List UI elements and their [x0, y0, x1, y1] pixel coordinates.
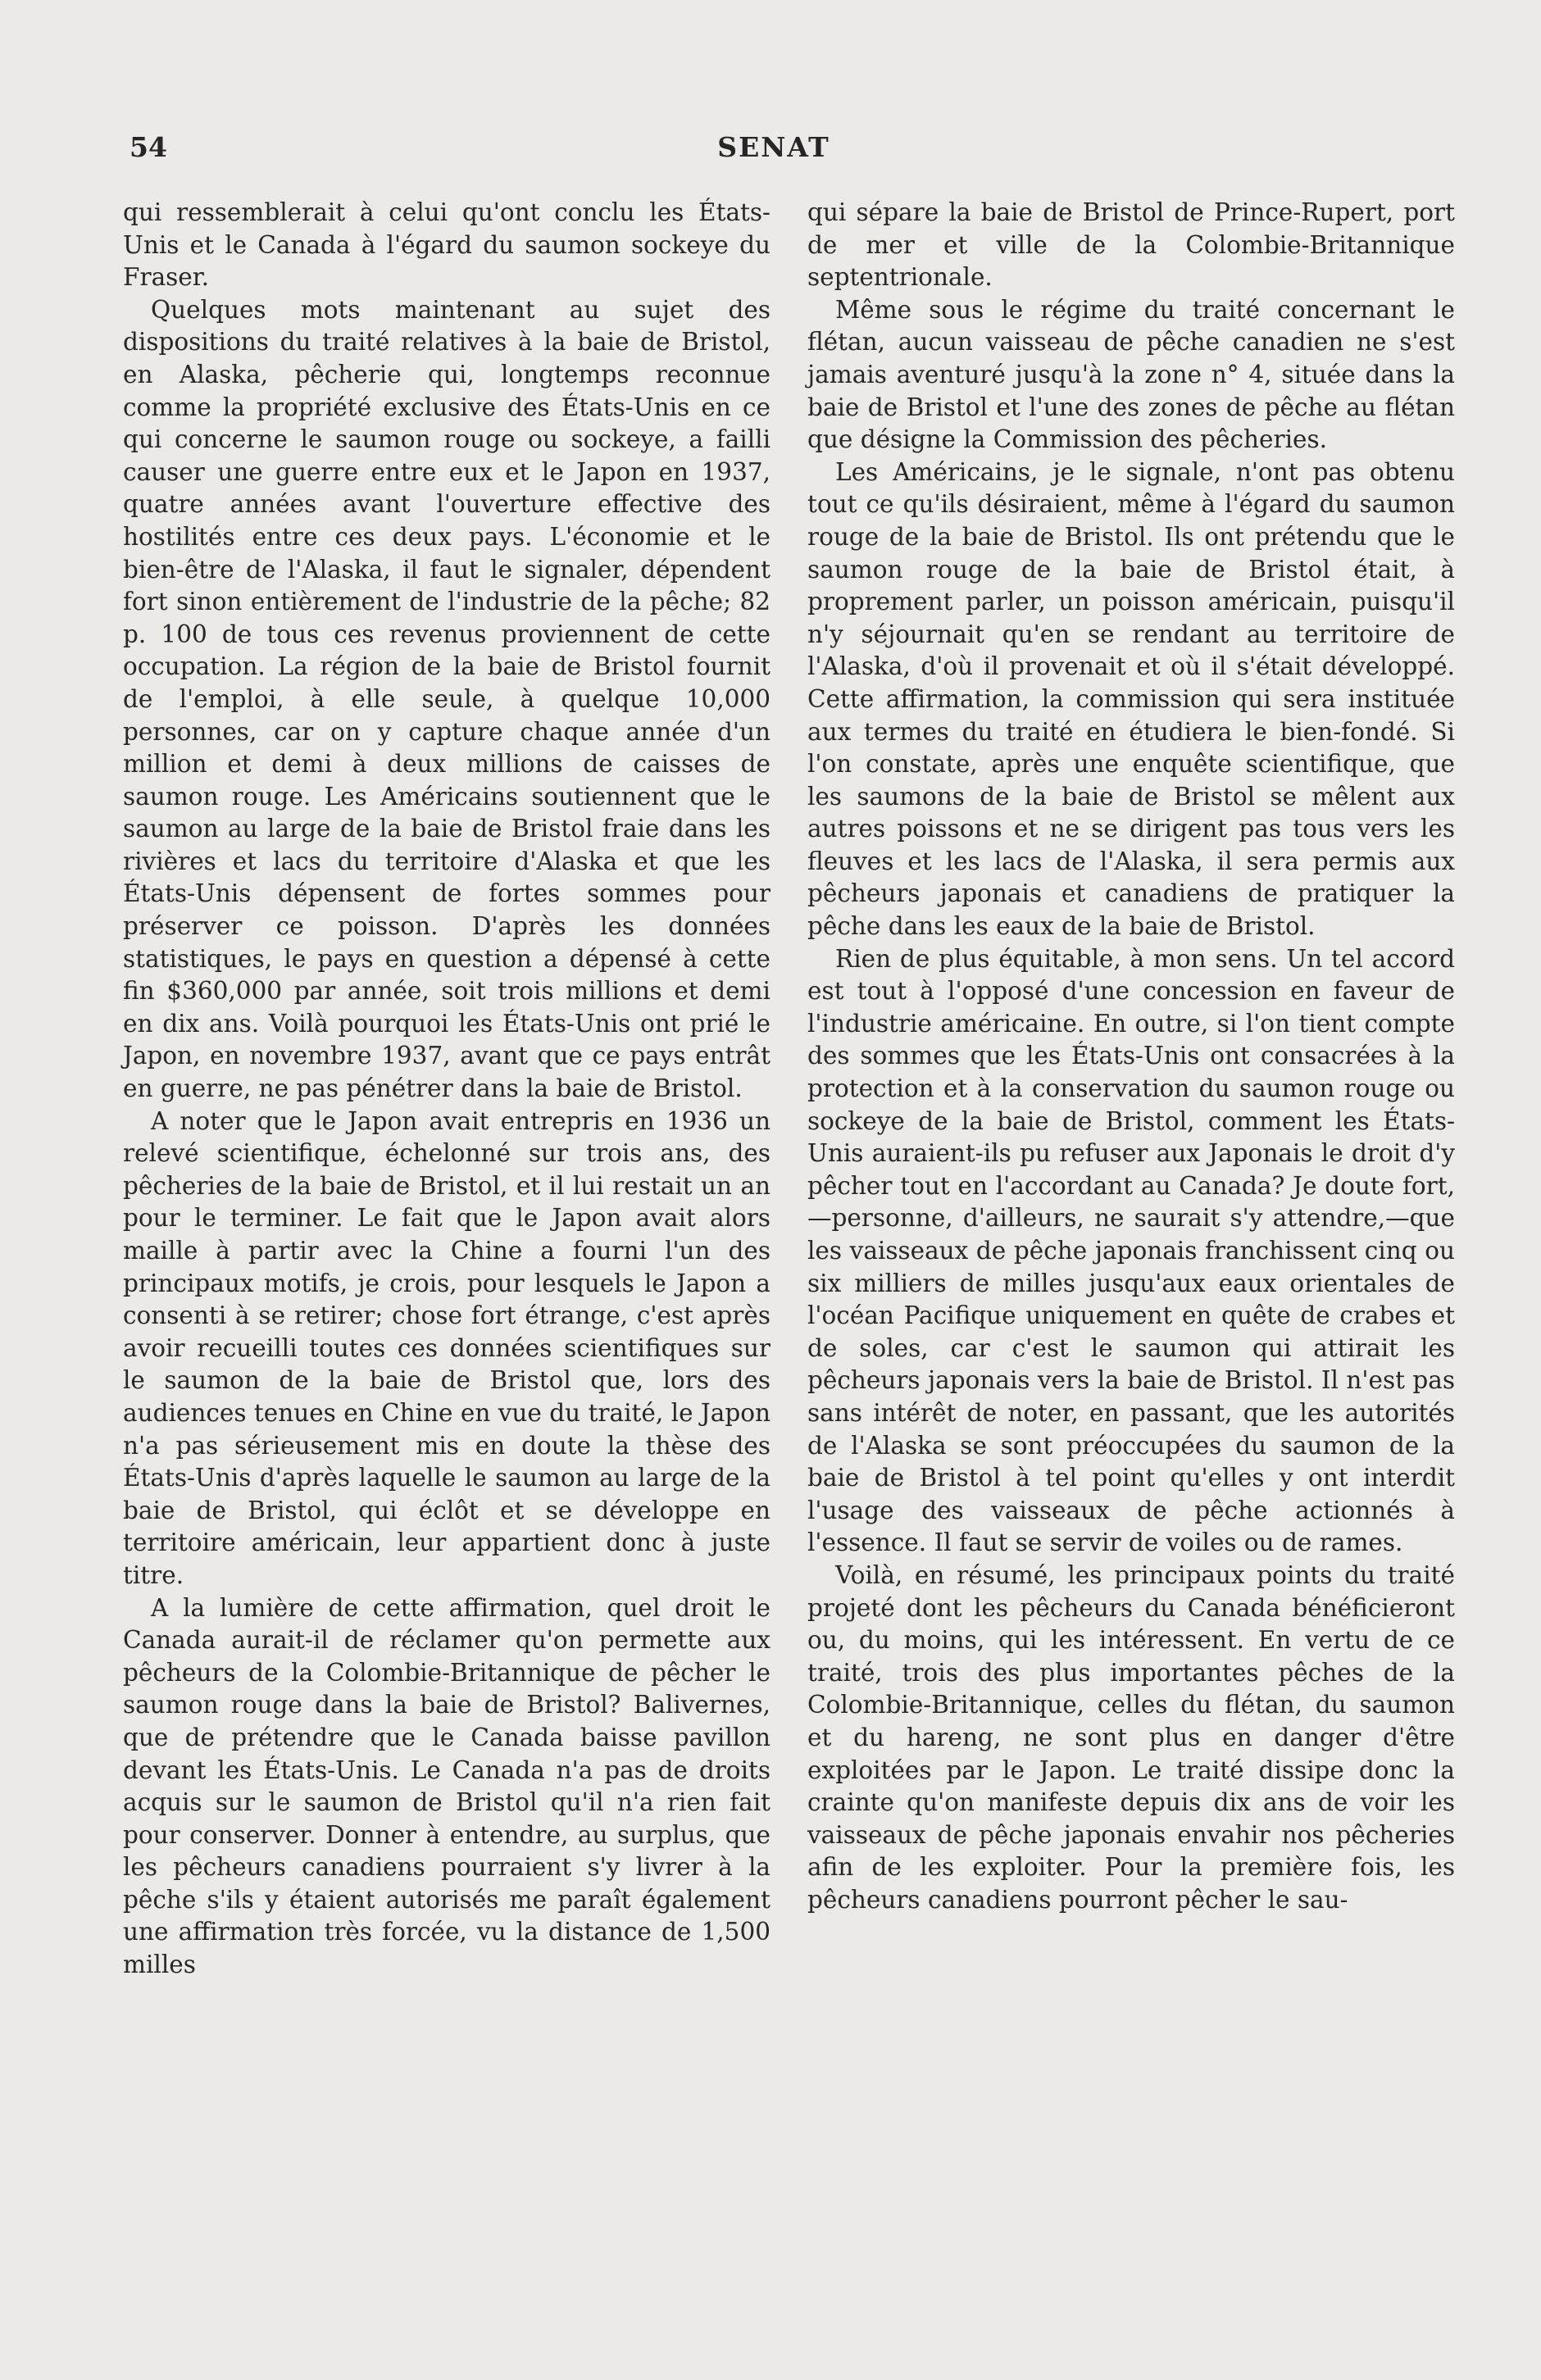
paragraph: Quelques mots maintenant au sujet des dispositions du traité relatives à la baie de Bristol, en Alaska, pêcherie qui, longtemps reconnue comme la propriété exclusive des États-Unis en ce qui concerne le saumon rouge ou sockeye, a failli causer une guerre entre eux et le Japon en 1937, quatre années avant l'ouverture effective des hostilités entre ces deux pays. L'économie et le bien-être de l'Alaska, il faut le signaler, dépendent fort sinon entièrement de l'industrie de la pêche; 82 p. 100 de tous ces revenus proviennent de cette occupation. La région de la baie de Bristol fournit de l'emploi, à elle seule, à quelque 10,000 personnes, car on y capture chaque année d'un million et demi à deux millions de caisses de saumon rouge. Les Américains soutiennent que le saumon au large de la baie de Bristol fraie dans les rivières et lacs du territoire d'Alaska et que les États-Unis dépensent de fortes sommes pour préserver ce poisson. D'après les données statistiques, le pays en question a dépensé à cette fin $360,000 par année, soit trois millions et demi en dix ans. Voilà pourquoi les États-Unis ont prié le Japon, en novembre 1937, avant que ce pays entrât en guerre, ne pas pénétrer dans la baie de Bristol. — [123, 295, 770, 1103]
paragraph: A la lumière de cette affirmation, quel droit le Canada aurait-il de réclamer qu'on permette aux pêcheurs de la Colombie-Britannique de pêcher le saumon rouge dans la baie de Bristol? Balivernes, que de prétendre que le Canada baisse pavillon devant les États-Unis. Le Canada n'a pas de droits acquis sur le saumon de Bristol qu'il n'a rien fait pour conserver. Donner à entendre, au surplus, que les pêcheurs canadiens pourraient s'y livrer à la pêche s'ils y étaient autorisés me paraît également une affirmation très forcée, vu la distance de 1,500 milles — [123, 1593, 770, 1979]
page-number: 54 — [130, 131, 167, 163]
paragraph: Même sous le régime du traité concernant le flétan, aucun vaisseau de pêche canadien ne s'est jamais aventuré jusqu'à la zone n° 4, située dans la baie de Bristol et l'une des zones de pêche au flétan que désigne la Commission des pêcheries. — [807, 295, 1455, 454]
paragraph: A noter que le Japon avait entrepris en 1936 un relevé scientifique, échelonné sur trois ans, des pêcheries de la baie de Bristol, et il lui restait un an pour le terminer. Le fait que le Japon avait alors maille à partir avec la Chine a fourni l'un des principaux motifs, je crois, pour lesquels le Japon a consenti à se retirer; chose fort étrange, c'est après avoir recueilli toutes ces données scientifiques sur le saumon de la baie de Bristol que, lors des audiences tenues en Chine en vue du traité, le Japon n'a pas sérieusement mis en doute la thèse des États-Unis d'après laquelle le saumon au large de la baie de Bristol, qui éclôt et se développe en territoire américain, leur appartient donc à juste titre. — [123, 1106, 770, 1589]
running-title: SENAT — [717, 131, 830, 163]
paragraph: qui ressemblerait à celui qu'ont conclu les États-Unis et le Canada à l'égard du saumon sockeye du Fraser. — [123, 198, 770, 292]
paragraph: Voilà, en résumé, les principaux points du traité projeté dont les pêcheurs du Canada bénéficieront ou, du moins, qui les intéressent. En vertu de ce traité, trois des plus importantes pêches de la Colombie-Britannique, celles du flétan, du saumon et du hareng, ne sont plus en danger d'être exploitées par le Japon. Le traité dissipe donc la crainte qu'on manifeste depuis dix ans de voir les vaisseaux de pêche japonais envahir nos pêcheries afin de les exploiter. Pour la première fois, les pêcheurs canadiens pourront pêcher le sau- — [807, 1560, 1455, 1914]
paragraph: Les Américains, je le signale, n'ont pas obtenu tout ce qu'ils désiraient, même à l'égard du saumon rouge de la baie de Bristol. Ils ont prétendu que le saumon rouge de la baie de Bristol était, à proprement parler, un poisson américain, puisqu'il n'y séjournait qu'en se rendant au territoire de l'Alaska, d'où il provenait et où il s'était développé. Cette affirmation, la commission qui sera instituée aux termes du traité en étudiera le bien-fondé. Si l'on constate, après une enquête scientifique, que les saumons de la baie de Bristol se mêlent aux autres poissons et ne se dirigent pas tous vers les fleuves et les lacs de l'Alaska, il sera permis aux pêcheurs japonais et canadiens de pratiquer la pêche dans les eaux de la baie de Bristol. — [807, 457, 1455, 941]
right-column — [807, 197, 1455, 1916]
paragraph: Rien de plus équitable, à mon sens. Un tel accord est tout à l'opposé d'une concession en faveur de l'industrie américaine. En outre, si l'on tient compte des sommes que les États-Unis ont consacrées à la protection et à la conservation du saumon rouge ou sockeye de la baie de Bristol, comment les États-Unis auraient-ils pu refuser aux Japonais le droit d'y pêcher tout en l'accordant au Canada? Je doute fort,—personne, d'ailleurs, ne saurait s'y attendre,—que les vaisseaux de pêche japonais franchissent cinq ou six milliers de milles jusqu'aux eaux orientales de l'océan Pacifique uniquement en quête de crabes et de soles, car c'est le saumon qui attirait les pêcheurs japonais vers la baie de Bristol. Il n'est pas sans intérêt de noter, en passant, que les autorités de l'Alaska se sont préoccupées du saumon de la baie de Bristol à tel point qu'elles y ont interdit l'usage des vaisseaux de pêche actionnés à l'essence. Il faut se servir de voiles ou de rames. — [807, 944, 1455, 1557]
left-column — [123, 197, 770, 1982]
paragraph: qui sépare la baie de Bristol de Prince-Rupert, port de mer et ville de la Colombie-Britannique septentrionale. — [807, 198, 1455, 292]
page-header — [130, 131, 1418, 180]
